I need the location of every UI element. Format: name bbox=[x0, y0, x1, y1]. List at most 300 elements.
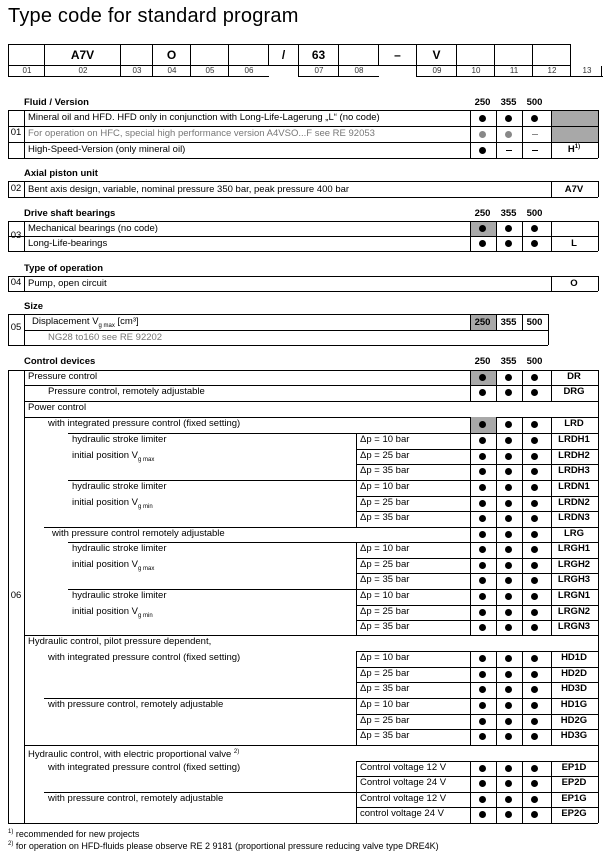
type-code-position bbox=[338, 44, 379, 66]
availability-dot bbox=[531, 702, 538, 709]
column-border bbox=[551, 651, 552, 667]
column-border bbox=[496, 480, 497, 496]
control-row-label: with integrated pressure control (fixed setting) bbox=[48, 418, 241, 429]
control-row-label: Δp = 25 bar bbox=[360, 450, 410, 461]
row-border bbox=[8, 181, 598, 182]
column-border bbox=[522, 729, 523, 745]
footnote-2: $^{2)}$ for operation on HFD-fluids please observe RE 2 9181 (proportional pressure reducing valve type DRE4K) bbox=[8, 841, 439, 851]
column-border bbox=[470, 714, 471, 729]
control-row-label: with pressure control, remotely adjustable bbox=[48, 699, 224, 710]
control-row-label: Δp = 10 bar bbox=[360, 699, 410, 710]
type-code-number: 06 bbox=[228, 66, 269, 77]
not-available-dash bbox=[532, 150, 538, 151]
availability-dot bbox=[479, 562, 486, 569]
column-border bbox=[551, 370, 552, 385]
bearing-row-text: Long-Life-bearings bbox=[28, 238, 108, 249]
displacement-label: Displacement $V_{g max}$ [cm³] bbox=[32, 316, 139, 329]
availability-dot bbox=[531, 453, 538, 460]
control-row-label: hydraulic stroke limiter bbox=[72, 434, 167, 445]
type-code-number: 01 bbox=[8, 66, 45, 77]
control-row-label: Hydraulic control, pilot pressure dependent, bbox=[28, 636, 212, 647]
column-border bbox=[470, 464, 471, 480]
availability-dot bbox=[531, 655, 538, 662]
control-row-label: hydraulic stroke limiter bbox=[72, 481, 167, 492]
availability-dot bbox=[479, 546, 486, 553]
column-border bbox=[522, 542, 523, 558]
availability-dot bbox=[505, 577, 512, 584]
availability-dot bbox=[531, 546, 538, 553]
column-border bbox=[551, 511, 552, 527]
availability-dot bbox=[505, 468, 512, 475]
type-code: EP1D bbox=[561, 762, 587, 773]
type-code: EP2G bbox=[561, 808, 587, 819]
column-border bbox=[24, 370, 25, 823]
column-border bbox=[522, 449, 523, 464]
type-code: LRD bbox=[564, 418, 584, 429]
availability-dot bbox=[479, 765, 486, 772]
column-border bbox=[522, 527, 523, 542]
column-border bbox=[551, 698, 552, 714]
type-code-position bbox=[190, 44, 229, 66]
type-code: EP1G bbox=[561, 793, 587, 804]
availability-dot bbox=[479, 577, 486, 584]
column-border bbox=[496, 589, 497, 605]
control-group-text: Hydraulic control, with electric proportional valve bbox=[28, 749, 232, 761]
availability-dot bbox=[479, 796, 486, 803]
size-header-250: 250 bbox=[474, 356, 491, 367]
column-border bbox=[24, 276, 25, 291]
column-border bbox=[522, 558, 523, 573]
page-title: Type code for standard program bbox=[8, 5, 299, 27]
availability-dot bbox=[505, 733, 512, 740]
availability-dot bbox=[479, 240, 486, 247]
availability-dot bbox=[531, 624, 538, 631]
availability-dot bbox=[479, 389, 486, 396]
column-border bbox=[496, 449, 497, 464]
column-border bbox=[551, 667, 552, 682]
row-border bbox=[24, 370, 598, 371]
section-title-fluid: Fluid / Version bbox=[24, 97, 89, 108]
availability-dot bbox=[505, 624, 512, 631]
availability-dot bbox=[531, 718, 538, 725]
column-border bbox=[496, 792, 497, 807]
column-border bbox=[470, 761, 471, 776]
column-border bbox=[470, 110, 471, 158]
initial-position-subscript: g max bbox=[138, 456, 155, 463]
column-border bbox=[598, 181, 599, 197]
type-code-position bbox=[120, 44, 153, 66]
column-border bbox=[470, 221, 471, 251]
column-border bbox=[522, 464, 523, 480]
column-border bbox=[548, 314, 549, 330]
column-border bbox=[496, 370, 497, 385]
initial-position-label bbox=[72, 449, 154, 467]
column-border bbox=[551, 729, 552, 745]
type-code: LRDN2 bbox=[558, 497, 590, 508]
column-border bbox=[470, 558, 471, 573]
fluid-row-text: For operation on HFC, special high performance version A4VSO...F see RE 92053 bbox=[28, 128, 375, 139]
column-border bbox=[496, 714, 497, 729]
position-number: 02 bbox=[10, 183, 22, 194]
column-border bbox=[551, 714, 552, 729]
type-code-position: O bbox=[152, 44, 191, 66]
type-code-position: – bbox=[378, 44, 417, 66]
availability-dot bbox=[505, 421, 512, 428]
column-border bbox=[496, 385, 497, 401]
type-code-position: V bbox=[416, 44, 457, 66]
column-border bbox=[356, 605, 357, 620]
availability-dot bbox=[479, 225, 486, 232]
column-border bbox=[522, 573, 523, 589]
column-border bbox=[356, 667, 357, 682]
control-row-label: Δp = 35 bar bbox=[360, 730, 410, 741]
size-header-250: 250 bbox=[474, 97, 491, 108]
availability-dot bbox=[505, 484, 512, 491]
column-border bbox=[470, 589, 471, 605]
column-border bbox=[496, 433, 497, 449]
column-border bbox=[551, 792, 552, 807]
availability-dot bbox=[505, 531, 512, 538]
section-title-bearings: Drive shaft bearings bbox=[24, 208, 116, 219]
availability-dot bbox=[505, 437, 512, 444]
column-border bbox=[470, 370, 471, 385]
fluid-row-text: Mineral oil and HFD. HFD only in conjunction with Long-Life-Lagerung „L“ (no code) bbox=[28, 112, 380, 123]
initial-position-subscript: g max bbox=[138, 565, 155, 572]
availability-dot bbox=[505, 500, 512, 507]
availability-dot bbox=[479, 437, 486, 444]
control-row-label: Δp = 10 bar bbox=[360, 652, 410, 663]
type-code-position: 63 bbox=[298, 44, 339, 66]
column-border bbox=[356, 511, 357, 527]
type-code: HD2D bbox=[561, 668, 587, 679]
availability-dot bbox=[531, 765, 538, 772]
type-code-number: 10 bbox=[456, 66, 495, 77]
type-code: EP2D bbox=[561, 777, 587, 788]
type-code: LRGN2 bbox=[557, 606, 591, 617]
control-row-label: Δp = 25 bar bbox=[360, 559, 410, 570]
column-border bbox=[470, 698, 471, 714]
control-row-label: Pressure control, remotely adjustable bbox=[48, 386, 205, 397]
availability-dot bbox=[505, 655, 512, 662]
type-code-number: 08 bbox=[338, 66, 379, 77]
column-border bbox=[551, 558, 552, 573]
column-border bbox=[522, 417, 523, 433]
column-border bbox=[522, 682, 523, 698]
column-border bbox=[522, 698, 523, 714]
type-code: DRG bbox=[563, 386, 585, 397]
type-code: LRDH3 bbox=[558, 465, 590, 476]
column-border bbox=[522, 776, 523, 792]
column-border bbox=[496, 464, 497, 480]
column-border bbox=[356, 651, 357, 667]
axial-text: Bent axis design, variable, nominal pressure 350 bar, peak pressure 400 bar bbox=[28, 184, 350, 195]
column-border bbox=[496, 729, 497, 745]
size-header-355: 355 bbox=[500, 356, 517, 367]
initial-position-subscript: g min bbox=[138, 612, 153, 619]
availability-dot bbox=[479, 593, 486, 600]
column-border bbox=[356, 589, 357, 605]
availability-dot bbox=[531, 500, 538, 507]
initial-position-label bbox=[72, 605, 153, 623]
column-border bbox=[496, 605, 497, 620]
size-header-500: 500 bbox=[526, 356, 543, 367]
availability-dot bbox=[479, 671, 486, 678]
type-code: HD3G bbox=[560, 730, 588, 741]
column-border bbox=[522, 221, 523, 251]
not-available-dash bbox=[506, 150, 512, 151]
bearing-row-text: Mechanical bearings (no code) bbox=[28, 223, 158, 234]
column-border bbox=[470, 480, 471, 496]
control-row-label: Δp = 25 bar bbox=[360, 606, 410, 617]
availability-dot bbox=[479, 131, 486, 138]
column-border bbox=[356, 480, 357, 496]
availability-dot bbox=[479, 780, 486, 787]
type-code-number: 07 bbox=[298, 66, 339, 77]
type-code: LRDH1 bbox=[558, 434, 590, 445]
availability-dot bbox=[479, 624, 486, 631]
type-code: HD2G bbox=[560, 715, 588, 726]
availability-dot bbox=[479, 609, 486, 616]
column-border bbox=[496, 110, 497, 158]
control-row-label: Δp = 35 bar bbox=[360, 621, 410, 632]
column-border bbox=[551, 449, 552, 464]
column-border bbox=[496, 417, 497, 433]
position-number: 03 bbox=[10, 230, 22, 241]
control-row-label: with pressure control, remotely adjustable bbox=[48, 793, 224, 804]
standard-shading bbox=[551, 126, 598, 142]
control-row-label: Control voltage 24 V bbox=[360, 777, 447, 788]
control-row-label: hydraulic stroke limiter bbox=[72, 543, 167, 554]
control-group-label bbox=[28, 745, 239, 762]
size-header-250: 250 bbox=[474, 208, 491, 219]
type-code-position bbox=[8, 44, 45, 66]
column-border bbox=[548, 330, 549, 345]
column-border bbox=[522, 433, 523, 449]
type-code-number: 03 bbox=[120, 66, 153, 77]
column-border bbox=[522, 667, 523, 682]
column-border bbox=[496, 496, 497, 511]
availability-dot bbox=[531, 593, 538, 600]
column-border bbox=[356, 776, 357, 792]
availability-dot bbox=[531, 374, 538, 381]
column-border bbox=[356, 682, 357, 698]
control-row-label: Pressure control bbox=[28, 371, 98, 382]
size-note: NG28 to160 see RE 92202 bbox=[48, 332, 163, 343]
column-border bbox=[470, 573, 471, 589]
type-code: $H^{1)}$ bbox=[567, 144, 581, 156]
availability-dot bbox=[479, 515, 486, 522]
availability-dot bbox=[531, 609, 538, 616]
row-border bbox=[8, 345, 548, 346]
availability-dot bbox=[505, 780, 512, 787]
column-border bbox=[551, 776, 552, 792]
size-header-355: 355 bbox=[500, 208, 517, 219]
type-code: LRGH2 bbox=[557, 559, 591, 570]
type-code: HD1G bbox=[560, 699, 588, 710]
availability-dot bbox=[531, 780, 538, 787]
availability-dot bbox=[531, 115, 538, 122]
column-border bbox=[470, 605, 471, 620]
control-row-label: Δp = 35 bar bbox=[360, 465, 410, 476]
column-border bbox=[470, 776, 471, 792]
column-border bbox=[470, 620, 471, 635]
size-header-500: 500 bbox=[526, 208, 543, 219]
row-border bbox=[8, 823, 598, 824]
availability-dot bbox=[479, 811, 486, 818]
operation-text: Pump, open circuit bbox=[28, 278, 107, 289]
column-border bbox=[470, 682, 471, 698]
type-code-position: / bbox=[268, 44, 299, 66]
column-border bbox=[470, 511, 471, 527]
row-border bbox=[8, 197, 598, 198]
column-border bbox=[24, 314, 25, 345]
type-code-position bbox=[494, 44, 533, 66]
control-row-label: Control voltage 12 V bbox=[360, 762, 447, 773]
control-row-label: Control voltage 12 V bbox=[360, 793, 447, 804]
column-border bbox=[551, 807, 552, 823]
type-code: LRGH3 bbox=[557, 574, 591, 585]
type-code: HD3D bbox=[561, 683, 587, 694]
column-border bbox=[522, 480, 523, 496]
control-row-label: Δp = 35 bar bbox=[360, 683, 410, 694]
column-border bbox=[551, 761, 552, 776]
section-title-size: Size bbox=[24, 301, 44, 312]
section-title-operation: Type of operation bbox=[24, 263, 103, 274]
availability-dot bbox=[531, 240, 538, 247]
column-border bbox=[496, 682, 497, 698]
availability-dot bbox=[505, 131, 512, 138]
type-code-border bbox=[601, 66, 602, 77]
control-row-label: Δp = 35 bar bbox=[360, 574, 410, 585]
column-border bbox=[496, 558, 497, 573]
availability-dot bbox=[531, 562, 538, 569]
control-row-label: control voltage 24 V bbox=[360, 808, 444, 819]
control-row-label: Δp = 25 bar bbox=[360, 715, 410, 726]
initial-position-label bbox=[72, 496, 153, 514]
column-border bbox=[598, 370, 599, 823]
control-row-label: Δp = 10 bar bbox=[360, 543, 410, 554]
type-code: LRGN3 bbox=[557, 621, 591, 632]
column-border bbox=[522, 714, 523, 729]
column-border bbox=[356, 729, 357, 745]
column-border bbox=[496, 667, 497, 682]
column-border bbox=[496, 776, 497, 792]
column-border bbox=[356, 573, 357, 589]
column-border bbox=[356, 714, 357, 729]
column-border bbox=[522, 511, 523, 527]
availability-dot bbox=[505, 562, 512, 569]
row-border bbox=[8, 370, 24, 371]
column-border bbox=[356, 449, 357, 464]
column-border bbox=[551, 480, 552, 496]
availability-dot bbox=[479, 421, 486, 428]
availability-dot bbox=[479, 453, 486, 460]
column-border bbox=[522, 620, 523, 635]
column-border bbox=[496, 542, 497, 558]
control-row-label: hydraulic stroke limiter bbox=[72, 590, 167, 601]
column-border bbox=[356, 558, 357, 573]
column-border bbox=[551, 496, 552, 511]
type-code: LRDN1 bbox=[558, 481, 590, 492]
initial-position-label bbox=[72, 558, 154, 576]
column-border bbox=[522, 605, 523, 620]
control-row-label: with integrated pressure control (fixed setting) bbox=[48, 652, 241, 663]
availability-dot bbox=[531, 421, 538, 428]
type-code: L bbox=[571, 238, 577, 249]
type-code: LRDN3 bbox=[558, 512, 590, 523]
availability-dot bbox=[505, 702, 512, 709]
availability-dot bbox=[479, 147, 486, 154]
column-border bbox=[470, 385, 471, 401]
not-available-dash bbox=[532, 134, 538, 135]
column-border bbox=[551, 385, 552, 401]
column-border bbox=[470, 667, 471, 682]
column-border bbox=[496, 761, 497, 776]
availability-dot bbox=[479, 115, 486, 122]
column-border bbox=[522, 370, 523, 385]
column-border bbox=[496, 651, 497, 667]
type-code-number: 11 bbox=[494, 66, 533, 77]
column-border bbox=[598, 276, 599, 291]
availability-dot bbox=[505, 115, 512, 122]
column-border bbox=[470, 433, 471, 449]
type-code: O bbox=[570, 278, 578, 289]
column-border bbox=[470, 417, 471, 433]
initial-position-text: initial position V bbox=[72, 497, 139, 508]
availability-dot bbox=[505, 718, 512, 725]
availability-dot bbox=[505, 374, 512, 381]
initial-position-subscript: g min bbox=[138, 503, 153, 510]
availability-dot bbox=[479, 531, 486, 538]
column-border bbox=[551, 573, 552, 589]
column-border bbox=[551, 542, 552, 558]
availability-dot bbox=[505, 225, 512, 232]
row-border bbox=[8, 291, 598, 292]
column-border bbox=[551, 527, 552, 542]
column-border bbox=[522, 792, 523, 807]
availability-dot bbox=[479, 702, 486, 709]
column-border bbox=[551, 620, 552, 635]
type-code: HD1D bbox=[561, 652, 587, 663]
column-border bbox=[522, 385, 523, 401]
control-row-label: Δp = 10 bar bbox=[360, 481, 410, 492]
position-number: 05 bbox=[10, 322, 22, 333]
footnote-ref: 2) bbox=[233, 749, 240, 755]
availability-dot bbox=[505, 240, 512, 247]
type-code-number: 12 bbox=[532, 66, 571, 77]
column-border bbox=[356, 698, 357, 714]
column-border bbox=[356, 464, 357, 480]
position-number: 01 bbox=[10, 127, 22, 138]
column-border bbox=[496, 527, 497, 542]
type-code-position bbox=[532, 44, 571, 66]
section-title-axial: Axial piston unit bbox=[24, 168, 98, 179]
type-code-number: 04 bbox=[152, 66, 191, 77]
column-border bbox=[356, 807, 357, 823]
control-row-label: Δp = 35 bar bbox=[360, 512, 410, 523]
initial-position-text: initial position V bbox=[72, 450, 139, 461]
column-border bbox=[470, 792, 471, 807]
column-border bbox=[496, 511, 497, 527]
column-border bbox=[522, 589, 523, 605]
section-title-control: Control devices bbox=[24, 356, 96, 367]
type-code-position: A7V bbox=[44, 44, 121, 66]
footnote-1: $^{1)}$ recommended for new projects bbox=[8, 829, 140, 839]
column-border bbox=[522, 110, 523, 158]
type-code-number: 09 bbox=[416, 66, 457, 77]
position-number: 06 bbox=[10, 590, 22, 601]
column-border bbox=[551, 589, 552, 605]
